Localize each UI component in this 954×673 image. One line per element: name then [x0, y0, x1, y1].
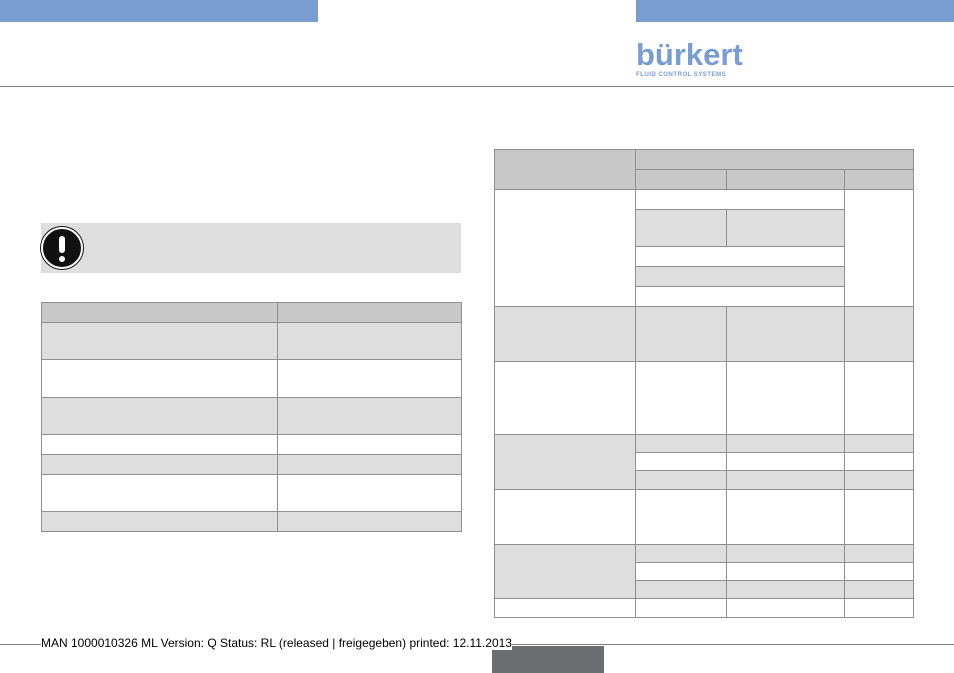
table-cell	[278, 323, 462, 360]
table-cell	[727, 599, 845, 618]
table-cell	[636, 362, 727, 435]
table-cell	[845, 190, 914, 307]
table-cell	[42, 512, 278, 532]
header-divider	[0, 86, 954, 87]
table-cell	[727, 563, 845, 581]
table-cell	[278, 360, 462, 398]
header-bar-right	[636, 0, 954, 22]
table-header-cell	[495, 150, 636, 190]
table-cell	[845, 435, 914, 453]
table-header-cell	[845, 170, 914, 190]
table-header-cell	[727, 170, 845, 190]
table-cell	[636, 453, 727, 471]
table-row	[42, 475, 462, 512]
table-cell	[636, 307, 727, 362]
table-cell	[845, 563, 914, 581]
table-cell	[845, 545, 914, 563]
table-header-cell	[636, 150, 914, 170]
table-cell	[845, 581, 914, 599]
table-cell	[495, 362, 636, 435]
attention-note-box	[41, 223, 461, 273]
table-cell	[278, 475, 462, 512]
table-cell	[495, 190, 636, 307]
table-cell	[495, 435, 636, 490]
logo-wordmark: bürkert	[636, 37, 743, 72]
table-cell	[636, 210, 727, 247]
table-cell	[636, 190, 845, 210]
table-cell	[727, 453, 845, 471]
table-row	[495, 190, 914, 210]
table-cell	[845, 471, 914, 490]
table-row	[495, 599, 914, 618]
table-cell	[636, 563, 727, 581]
table-row	[495, 307, 914, 362]
table-header-row	[42, 303, 462, 323]
table-cell	[636, 599, 727, 618]
table-cell	[495, 599, 636, 618]
table-header-cell	[42, 303, 278, 323]
table-row	[42, 435, 462, 455]
table-header-cell	[636, 170, 727, 190]
brand-logo	[636, 37, 743, 78]
table-cell	[636, 267, 845, 287]
table-cell	[845, 362, 914, 435]
table-cell	[42, 455, 278, 475]
table-cell	[845, 599, 914, 618]
table-cell	[636, 471, 727, 490]
table-row	[42, 512, 462, 532]
table-row	[42, 323, 462, 360]
table-row	[42, 455, 462, 475]
table-row	[42, 398, 462, 435]
table-cell	[845, 490, 914, 545]
table-cell	[727, 471, 845, 490]
table-cell	[42, 435, 278, 455]
table-cell	[278, 512, 462, 532]
table-cell	[495, 545, 636, 599]
table-cell	[42, 398, 278, 435]
table-row	[495, 490, 914, 545]
document-status-footer: MAN 1000010326 ML Version: Q Status: RL (released | freigegeben) printed: 12.11.2013	[41, 636, 512, 650]
table-cell	[636, 247, 845, 267]
table-cell	[727, 545, 845, 563]
table-cell	[636, 490, 727, 545]
left-table	[41, 302, 462, 532]
table-row	[495, 362, 914, 435]
table-cell	[727, 435, 845, 453]
right-table	[494, 149, 914, 618]
logo-tagline: FLUID CONTROL SYSTEMS	[636, 71, 727, 78]
table-row	[495, 545, 914, 563]
table-cell	[42, 475, 278, 512]
table-cell	[42, 323, 278, 360]
table-cell	[727, 307, 845, 362]
table-cell	[495, 490, 636, 545]
table-cell	[727, 210, 845, 247]
table-header-row	[495, 150, 914, 170]
table-cell	[278, 435, 462, 455]
table-cell	[636, 435, 727, 453]
table-row	[42, 360, 462, 398]
table-cell	[42, 360, 278, 398]
table-cell	[727, 490, 845, 545]
table-cell	[278, 398, 462, 435]
table-cell	[845, 307, 914, 362]
exclamation-circle-icon	[41, 227, 83, 269]
table-cell	[636, 545, 727, 563]
page-number-tab	[492, 646, 604, 673]
table-cell	[636, 581, 727, 599]
table-cell	[636, 287, 845, 307]
table-cell	[495, 307, 636, 362]
header-bar-left	[0, 0, 318, 22]
table-header-cell	[278, 303, 462, 323]
table-cell	[278, 455, 462, 475]
table-row	[495, 435, 914, 453]
table-cell	[727, 581, 845, 599]
table-cell	[727, 362, 845, 435]
table-cell	[845, 453, 914, 471]
